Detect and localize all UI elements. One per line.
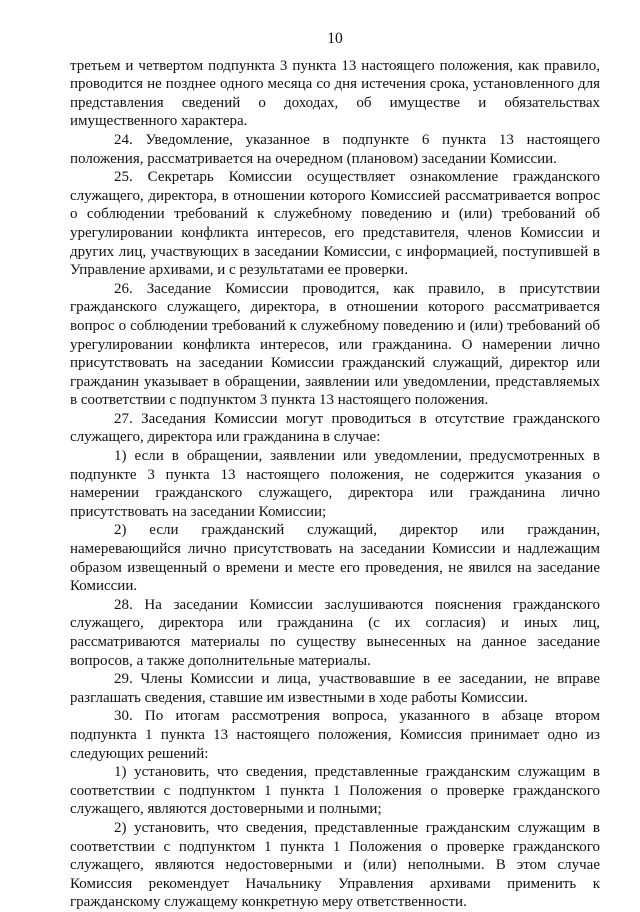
paragraph-24: 24. Уведомление, указанное в подпункте 6 пункта 13 настоящего положения, рассматривается на очередном (плановом) заседании Комиссии. — [70, 131, 600, 167]
page-number: 10 — [327, 30, 343, 47]
paragraph-27-item-1: 1) если в обращении, заявлении или уведомлении, предусмотренных в подпункте 3 пункта 13 настоящего положения, не содержится указания о намерении гражданского служащего, директора или гражданина лично присутствовать на заседании Комиссии; — [70, 448, 600, 520]
paragraph-25: 25. Секретарь Комиссии осуществляет ознакомление гражданского служащего, директора, в отношении которого Комиссией рассматривается вопрос о соблюдении требований к служебному поведению и (или) требований об урегулировании конфликта интересов, его представителя, членов Комиссии и других лиц, участвующих в заседании Комиссии, с информацией, поступившей в Управление архивами, и с результатами ее проверки. — [70, 169, 600, 279]
paragraph-continuation: третьем и четвертом подпункта 3 пункта 13 настоящего положения, как правило, проводится не позднее одного месяца со дня истечения срока, установленного для представления сведений о доходах, об имуществе и обязательствах имущественного характера. — [70, 57, 600, 130]
paragraph-29: 29. Члены Комиссии и лица, участвовавшие в ее заседании, не вправе разглашать сведения, ставшие им известными в ходе работы Комиссии. — [70, 671, 600, 706]
paragraph-30-item-1: 1) установить, что сведения, представленные гражданским служащим в соответствии с подпунктом 1 пункта 1 Положения о проверке гражданского служащего, являются достоверными и полными; — [70, 764, 600, 818]
document-page — [70, 30, 600, 912]
paragraph-27-item-2: 2) если гражданский служащий, директор или гражданин, намеревающийся лично присутствовать на заседании Комиссии и надлежащим образом извещенный о времени и месте его проведения, не явился на заседание Комиссии. — [70, 522, 600, 595]
paragraph-27: 27. Заседания Комиссии могут проводиться в отсутствие гражданского служащего, директора или гражданина в случае: — [70, 410, 600, 446]
paragraph-30: 30. По итогам рассмотрения вопроса, указанного в абзаце втором подпункта 1 пункта 13 настоящего положения, Комиссия принимает одно из следующих решений: — [70, 708, 600, 762]
paragraph-30-item-2: 2) установить, что сведения, представленные гражданским служащим в соответствии с подпунктом 1 пункта 1 Положения о проверке гражданского служащего, являются недостоверными и (или) неполными. В этом случае Комиссия рекомендует Начальнику Управления архивами применить к гражданскому служащему конкретную меру ответственности. — [70, 819, 600, 911]
paragraph-26: 26. Заседание Комиссии проводится, как правило, в присутствии гражданского служащего, директора, в отношении которого рассматривается вопрос о соблюдении требований к служебному поведению и (или) требований об урегулировании конфликта интересов, или гражданина. О намерении лично присутствовать на заседании Комиссии гражданский служащий, директор или гражданин указывает в обращении, заявлении или уведомлении, представляемых в соответствии с подпунктом 3 пункта 13 настоящего положения. — [70, 280, 600, 409]
paragraph-28: 28. На заседании Комиссии заслушиваются пояснения гражданского служащего, директора или гражданина (с их согласия) и иных лиц, рассматриваются материалы по существу вынесенных на данное заседание вопросов, а также дополнительные материалы. — [70, 596, 600, 669]
